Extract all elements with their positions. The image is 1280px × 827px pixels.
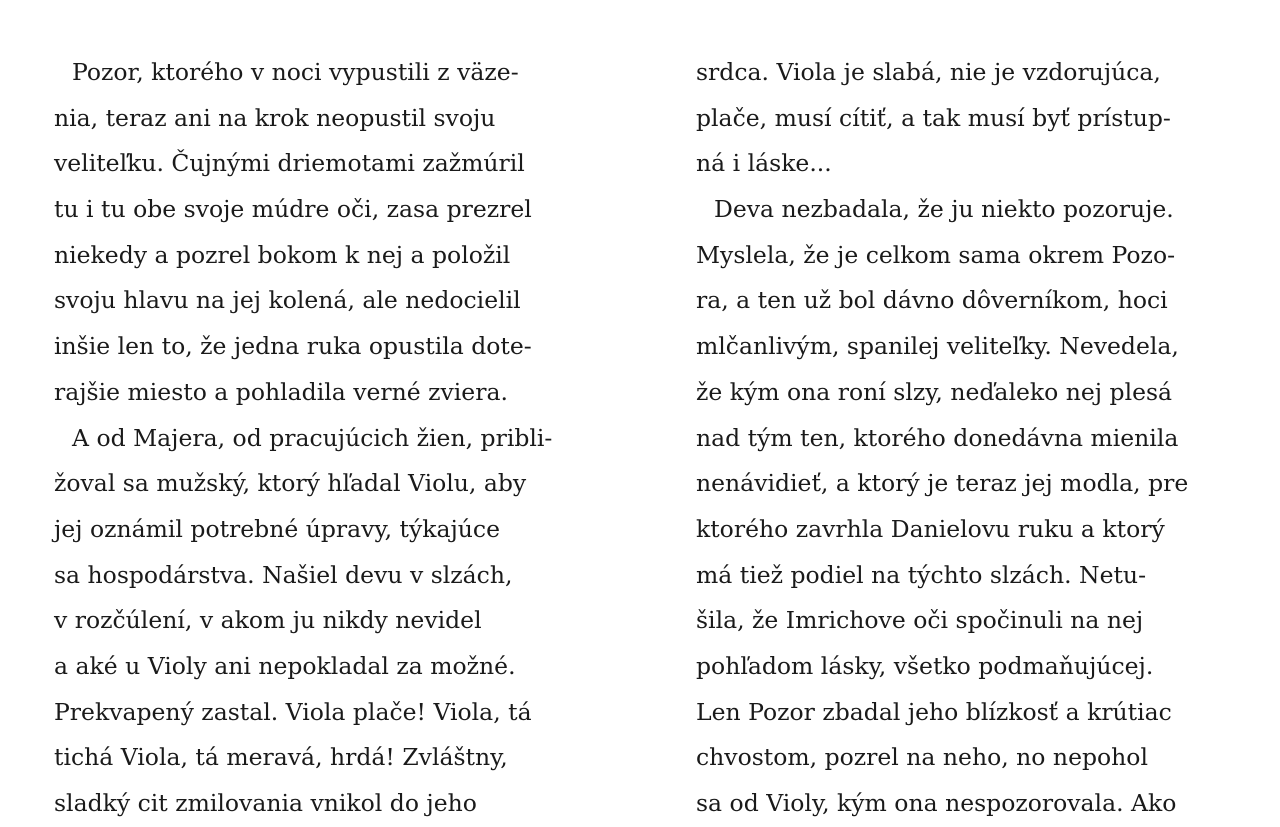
right-page-text-line: sa od Violy, kým ona nespozorovala. Ako (696, 789, 1177, 817)
right-page-text-line: Len Pozor zbadal jeho blízkosť a krútiac (696, 697, 1172, 726)
left-page-text-line: sladký cit zmilovania vnikol do jeho (54, 789, 477, 817)
right-page-text-line: nenávidieť, a ktorý je teraz jej modla, pre (696, 469, 1189, 498)
right-page-text-line: ná i láske... (696, 149, 832, 178)
right-page-text-line: ra, a ten už bol dávno dôverníkom, hoci (696, 286, 1168, 315)
left-page-text-line: Prekvapený zastal. Viola plače! Viola, tá (54, 697, 532, 726)
left-page-text-line: žoval sa mužský, ktorý hľadal Violu, aby (54, 469, 527, 498)
left-page-text-line: rajšie miesto a pohladila verné zviera. (54, 377, 508, 406)
left-page-text-line: jej oznámil potrebné úpravy, týkajúce (54, 514, 500, 543)
right-page-text-line: mlčanlivým, spanilej veliteľky. Nevedela, (696, 332, 1179, 361)
left-page-text-line: nia, teraz ani na krok neopustil svoju (54, 103, 496, 132)
right-page-text-line: Myslela, že je celkom sama okrem Pozo- (696, 240, 1176, 269)
right-page-text-line: chvostom, pozrel na neho, no nepohol (696, 743, 1148, 772)
left-page-text-line: veliteľku. Čujnými driemotami zažmúril (54, 149, 525, 178)
right-page-text-line: nad tým ten, ktorého donedávna mienila (696, 423, 1179, 452)
right-page-text-line: srdca. Viola je slabá, nie je vzdorujúca, (696, 58, 1161, 86)
left-page-text-line: a aké u Violy ani nepokladal za možné. (54, 651, 516, 680)
right-page (696, 50, 1256, 827)
left-page-text-line: svoju hlavu na jej kolená, ale nedocielil (54, 286, 521, 315)
right-page-text-line: Deva nezbadala, že ju niekto pozoruje. (714, 195, 1174, 224)
left-page-text-line: inšie len to, že jedna ruka opustila dote- (54, 332, 532, 361)
right-page-text-line: ktorého zavrhla Danielovu ruku a ktorý (696, 514, 1165, 543)
left-page-text-line: tichá Viola, tá meravá, hrdá! Zvláštny, (54, 743, 508, 772)
left-page-text-line: niekedy a pozrel bokom k nej a položil (54, 240, 511, 269)
left-page-text-line: v rozčúlení, v akom ju nikdy nevidel (54, 606, 482, 635)
left-page-text-line: tu i tu obe svoje múdre oči, zasa prezrel (54, 195, 532, 224)
left-page-text-line: sa hospodárstva. Našiel devu v slzách, (54, 560, 513, 589)
left-page (54, 50, 614, 827)
right-page-text-line: plače, musí cítiť, a tak musí byť prístup- (696, 103, 1171, 132)
right-page-text-line: že kým ona roní slzy, neďaleko nej plesá (696, 377, 1173, 406)
left-page-text-line: Pozor, ktorého v noci vypustili z väze- (72, 58, 519, 86)
right-page-text-line: pohľadom lásky, všetko podmaňujúcej. (696, 651, 1154, 680)
right-page-text-line: má tiež podiel na týchto slzách. Netu- (696, 560, 1147, 589)
left-page-text-line: A od Majera, od pracujúcich žien, pribli- (72, 423, 553, 452)
right-page-text-line: šila, že Imrichove oči spočinuli na nej (696, 606, 1144, 635)
